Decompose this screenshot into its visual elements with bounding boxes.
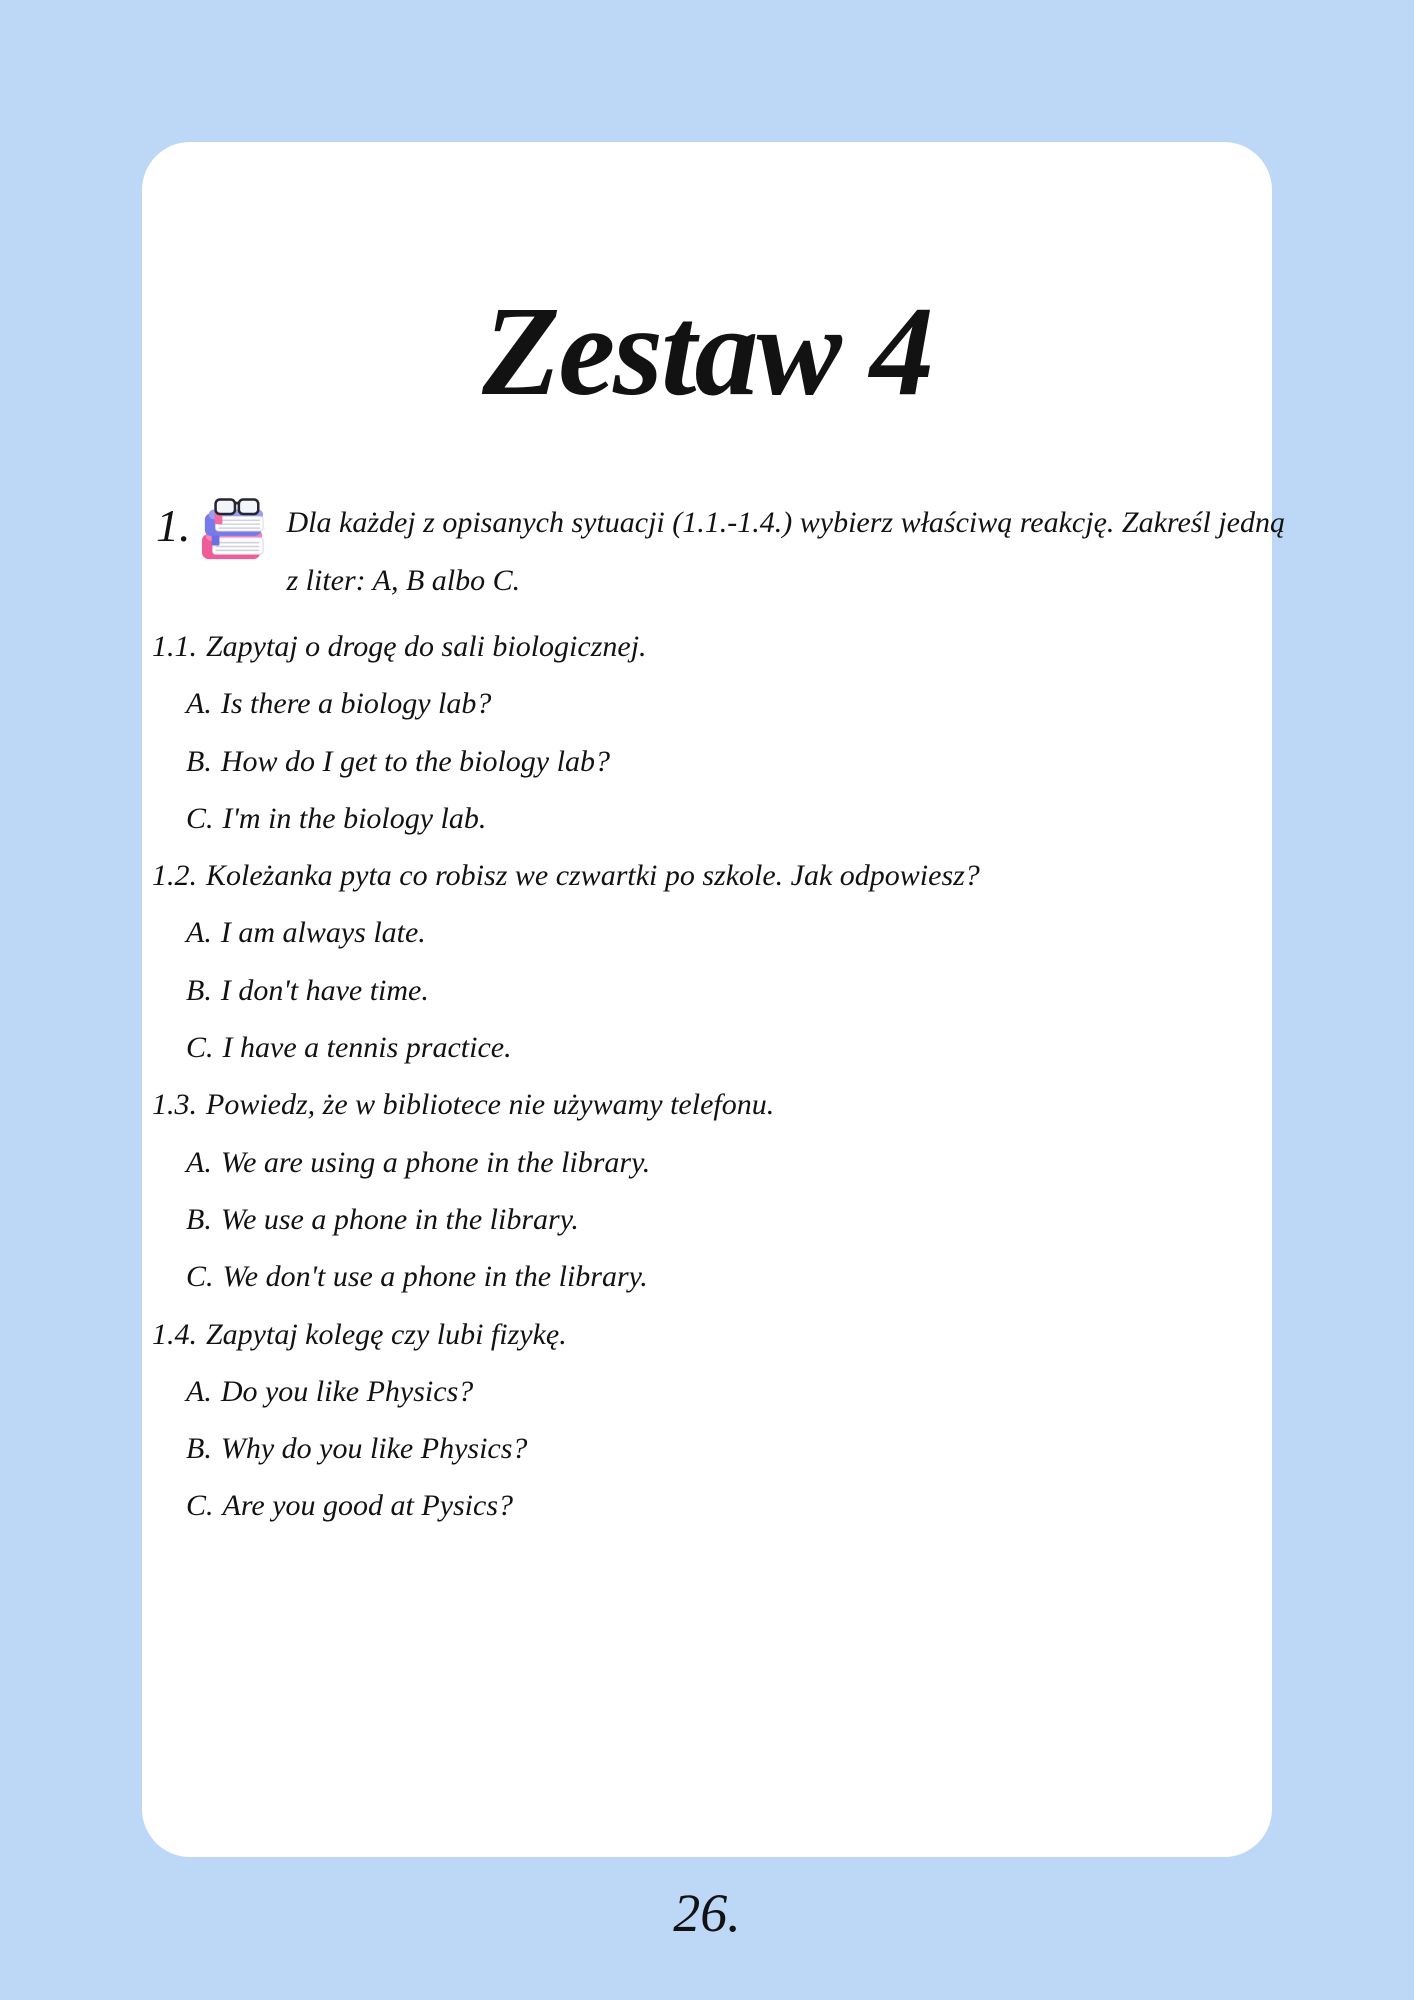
question-line: [152, 847, 1212, 904]
questions-list: [152, 618, 1212, 1535]
glasses-left-lens: [215, 499, 234, 514]
option-label: C.: [186, 1489, 214, 1523]
option-line: [152, 1248, 1212, 1305]
option-label: C.: [186, 801, 214, 835]
exercise-number: 1.: [156, 500, 191, 551]
option-label: C.: [186, 1260, 214, 1294]
option-label: B.: [186, 1202, 212, 1236]
option-label: B.: [186, 1432, 212, 1466]
option-line: [152, 1134, 1212, 1191]
option-line: [152, 904, 1212, 961]
option-text: Is there a biology lab?: [220, 687, 492, 721]
instruction-line: Dla każdej z opisanych sytuacji (1.1.-1.4.) wybierz właściwą reakcję. Zakreśl jedną: [286, 506, 1285, 539]
instruction-line: z liter: A, B albo C.: [286, 564, 521, 597]
option-line: [152, 1477, 1212, 1534]
question-number: 1.1.: [152, 630, 197, 663]
option-label: B.: [186, 744, 212, 778]
option-label: A.: [186, 687, 212, 721]
glasses-bridge: [234, 503, 238, 504]
option-text: I'm in the biology lab.: [222, 801, 487, 835]
option-text: We don't use a phone in the library.: [222, 1260, 648, 1294]
question-prompt: Koleżanka pyta co robisz we czwartki po szkole. Jak odpowiesz?: [206, 859, 980, 893]
question-number: 1.4.: [152, 1317, 197, 1351]
option-text: How do I get to the biology lab?: [220, 744, 610, 778]
option-text: Are you good at Pysics?: [222, 1489, 514, 1523]
option-text: We are using a phone in the library.: [220, 1145, 651, 1179]
question-number: 1.3.: [152, 1088, 197, 1122]
option-text: I have a tennis practice.: [222, 1031, 512, 1065]
option-line: [152, 1191, 1212, 1248]
option-text: I don't have time.: [220, 973, 429, 1007]
question-line: [152, 618, 1212, 675]
page-number: 26.: [673, 1883, 741, 1943]
question-number: 1.2.: [152, 859, 197, 893]
option-line: [152, 675, 1212, 732]
question-line: [152, 1306, 1212, 1363]
question-line: [152, 1076, 1212, 1133]
books-with-glasses-icon: [197, 498, 271, 564]
question-prompt: Powiedz, że w bibliotece nie używamy telefonu.: [206, 1088, 775, 1122]
option-label: A.: [186, 1145, 212, 1179]
option-text: I am always late.: [220, 916, 426, 950]
option-label: B.: [186, 973, 212, 1007]
option-text: Do you like Physics?: [220, 1374, 474, 1408]
option-label: A.: [186, 916, 212, 950]
option-line: [152, 1420, 1212, 1477]
exercise-header: [156, 494, 1285, 610]
option-line: [152, 790, 1212, 847]
question-prompt: Zapytaj o drogę do sali biologicznej.: [206, 630, 647, 663]
option-text: We use a phone in the library.: [220, 1202, 579, 1236]
option-label: C.: [186, 1031, 214, 1065]
option-line: [152, 1363, 1212, 1420]
page-title: Zestaw 4: [482, 280, 932, 422]
glasses-right-lens: [238, 499, 257, 514]
option-line: [152, 733, 1212, 790]
question-prompt: Zapytaj kolegę czy lubi fizykę.: [206, 1317, 567, 1351]
option-line: [152, 1019, 1212, 1076]
option-line: [152, 962, 1212, 1019]
option-label: A.: [186, 1374, 212, 1408]
option-text: Why do you like Physics?: [220, 1432, 528, 1466]
exercise-instruction: [287, 494, 1285, 610]
